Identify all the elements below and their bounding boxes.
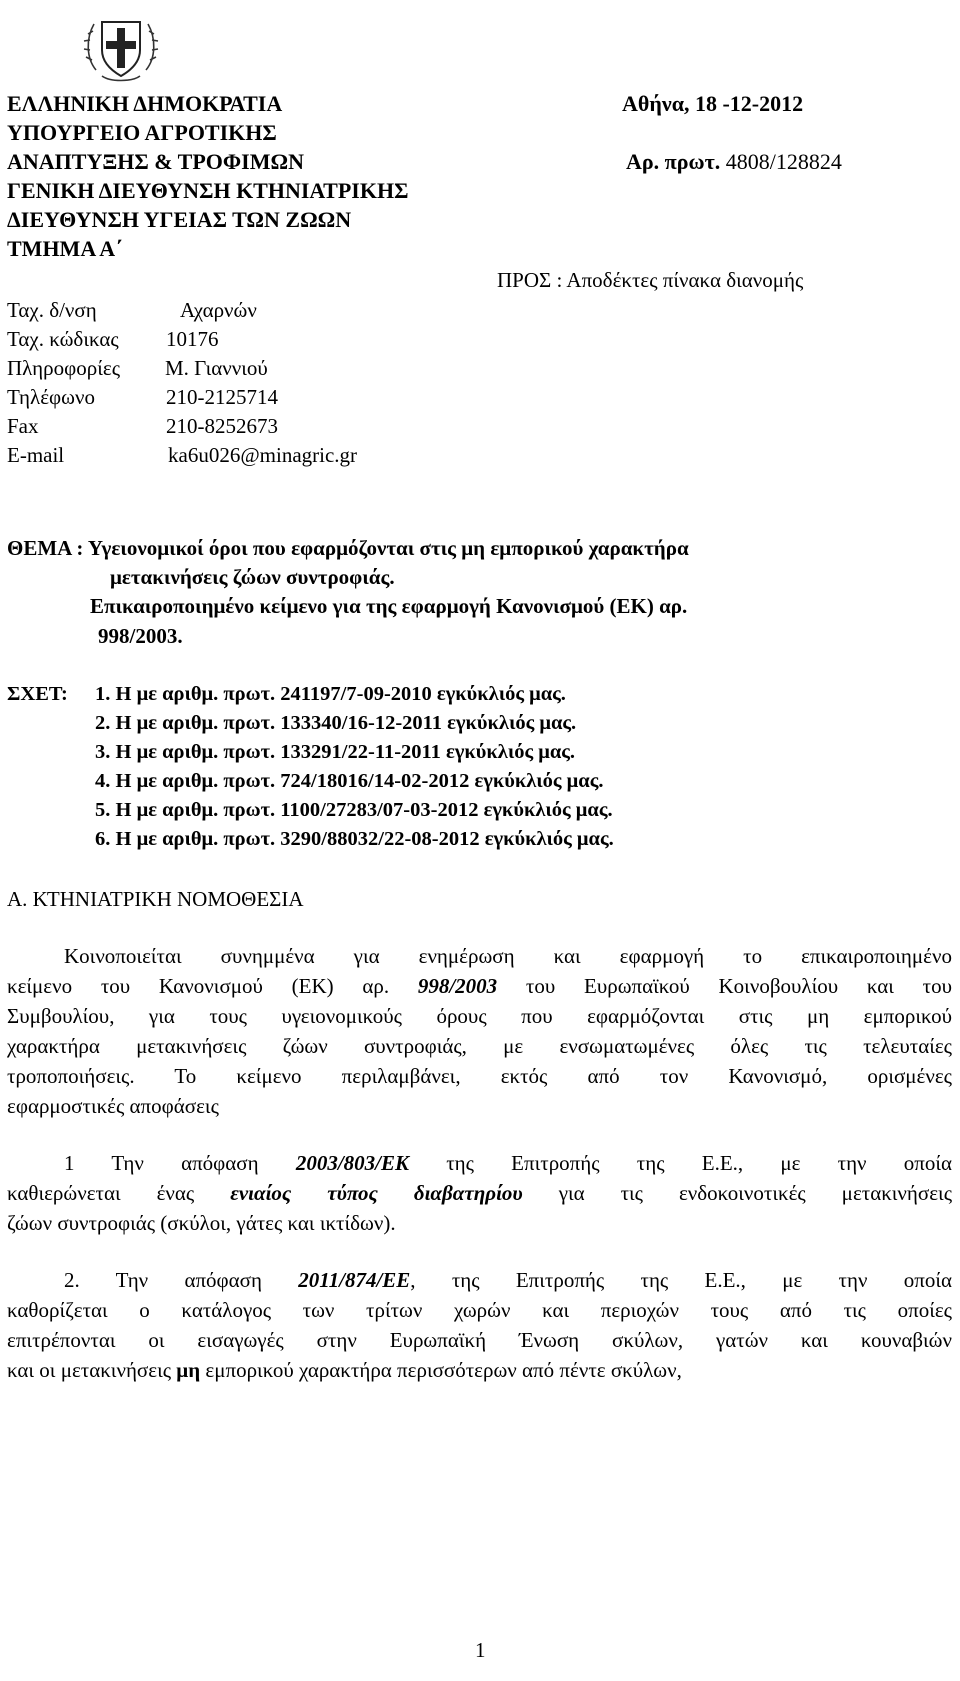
protocol-prefix: Αρ. πρωτ. — [626, 149, 721, 174]
paragraph-line: κείμενο του Κανονισμού (ΕΚ) αρ. 998/2003 του Ευρωπαϊκού Κοινοβουλίου και του — [7, 974, 952, 998]
subject-line: 998/2003. — [98, 624, 183, 648]
paragraph-line: επιτρέπονται οι εισαγωγές στην Ευρωπαϊκή Ένωση σκύλων, γατών και κουναβιών — [7, 1328, 952, 1352]
reference-item: 4. Η με αριθμ. πρωτ. 724/18016/14-02-2012 εγκύκλιός μας. — [95, 770, 604, 792]
contact-email: ka6u026@minagric.gr — [168, 443, 358, 467]
page-number: 1 — [475, 1638, 486, 1662]
section-title: Α. ΚΤΗΝΙΑΤΡΙΚΗ ΝΟΜΟΘΕΣΙΑ — [7, 887, 304, 911]
paragraph-line: 1 Την απόφαση 2003/803/ΕΚ της Επιτροπής της Ε.Ε., με την οποία — [64, 1151, 953, 1175]
protocol-value: 4808/128824 — [725, 149, 842, 174]
protocol-number — [626, 151, 842, 173]
contact-label: Ταχ. δ/νση — [7, 298, 97, 322]
contact-label: Πληροφορίες — [7, 356, 121, 380]
recipients-line: ΠΡΟΣ : Αποδέκτες πίνακα διανομής — [497, 268, 804, 292]
reference-item: 1. Η με αριθμ. πρωτ. 241197/7-09-2010 εγκύκλιός μας. — [95, 683, 566, 705]
subject-line: ΘΕΜΑ : Υγειονομικοί όροι που εφαρμόζονται στις μη εμπορικού χαρακτήρα — [7, 536, 689, 560]
document-date: Αθήνα, 18 -12-2012 — [622, 91, 804, 116]
reference-item: 3. Η με αριθμ. πρωτ. 133291/22-11-2011 εγκύκλιός μας. — [95, 741, 576, 763]
reference-item: 6. Η με αριθμ. πρωτ. 3290/88032/22-08-2012 εγκύκλιός μας. — [95, 828, 614, 850]
paragraph-line: Συμβουλίου, για τους υγειονομικούς όρους που εφαρμόζονται στις μη εμπορικού — [7, 1004, 952, 1028]
contact-value: Μ. Γιαννιού — [165, 356, 268, 380]
contact-label: Ταχ. κώδικας — [7, 327, 119, 351]
paragraph-line: Κοινοποιείται συνημμένα για ενημέρωση και εφαρμογή το επικαιροποιημένο — [64, 944, 952, 968]
paragraph-line: και οι μετακινήσεις μη εμπορικού χαρακτήρα περισσότερων από πέντε σκύλων, — [7, 1358, 682, 1382]
contact-label: Fax — [7, 414, 39, 438]
header-general-directorate: ΓΕΝΙΚΗ ΔΙΕΥΘΥΝΣΗ ΚΤΗΝΙΑΤΡΙΚΗΣ — [7, 178, 409, 203]
greek-coat-of-arms-icon — [82, 10, 160, 88]
header-republic: ΕΛΛΗΝΙΚΗ ΔΗΜΟΚΡΑΤΙΑ — [7, 91, 283, 116]
paragraph-line: ζώων συντροφιάς (σκύλοι, γάτες και ικτίδων). — [7, 1211, 396, 1235]
paragraph-line: καθιερώνεται ένας ενιαίος τύπος διαβατηρίου για τις ενδοκοινοτικές μετακινήσεις — [7, 1181, 953, 1205]
reference-item: 5. Η με αριθμ. πρωτ. 1100/27283/07-03-2012 εγκύκλιός μας. — [95, 799, 613, 821]
paragraph-line: τροποποιήσεις. Το κείμενο περιλαμβάνει, εκτός από τον Κανονισμό, ορισμένες — [7, 1064, 952, 1088]
header-directorate: ΔΙΕΥΘΥΝΣΗ ΥΓΕΙΑΣ ΤΩΝ ΖΩΩΝ — [7, 207, 352, 232]
contact-label: Τηλέφωνο — [7, 385, 95, 409]
paragraph-line: 2. Την απόφαση 2011/874/ΕΕ, της Επιτροπής της Ε.Ε., με την οποία — [64, 1268, 952, 1292]
paragraph-line: καθορίζεται ο κατάλογος των τρίτων χωρών και περιοχών τους από τις οποίες — [7, 1298, 952, 1322]
header-department: ΤΜΗΜΑ Α΄ — [7, 236, 123, 261]
contact-label: E-mail — [7, 443, 65, 467]
contact-value: 210-2125714 — [166, 385, 278, 409]
subject-line: Επικαιροποιημένο κείμενο για της εφαρμογή Κανονισμού (ΕΚ) αρ. — [90, 594, 688, 618]
paragraph-line: εφαρμοστικές αποφάσεις — [7, 1094, 219, 1118]
paragraph-line: χαρακτήρα μετακινήσεις ζώων συντροφιάς, με ενσωματωμένες όλες τις τελευταίες — [7, 1034, 952, 1058]
contact-value: 210-8252673 — [166, 414, 278, 438]
references-label: ΣΧΕΤ: — [7, 683, 68, 705]
contact-value: Αχαρνών — [180, 298, 257, 322]
header-ministry-cont: ΑΝΑΠΤΥΞΗΣ & ΤΡΟΦΙΜΩΝ — [7, 149, 304, 174]
reference-item: 2. Η με αριθμ. πρωτ. 133340/16-12-2011 εγκύκλιός μας. — [95, 712, 577, 734]
header-ministry: ΥΠΟΥΡΓΕΙΟ ΑΓΡΟΤΙΚΗΣ — [7, 120, 277, 145]
contact-value: 10176 — [166, 327, 219, 351]
subject-line: μετακινήσεις ζώων συντροφιάς. — [110, 565, 395, 589]
